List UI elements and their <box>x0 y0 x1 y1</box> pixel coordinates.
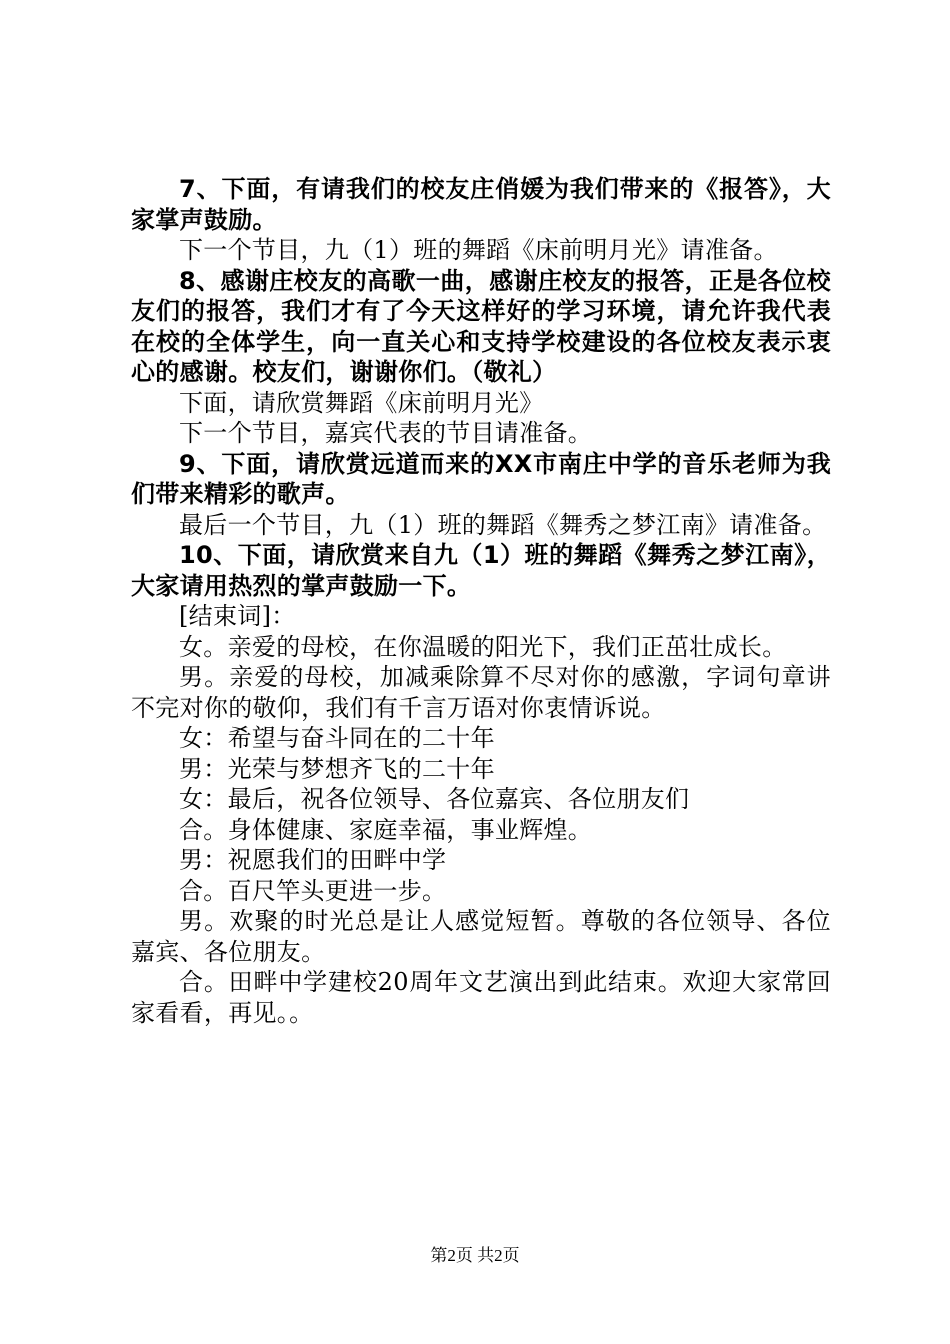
paragraph-closing-line: 男：祝愿我们的田畔中学 <box>179 846 447 874</box>
paragraph-guest-notice: 下一个节目，嘉宾代表的节目请准备。 <box>179 419 593 447</box>
paragraph-closing-line: 合。身体健康、家庭幸福，事业辉煌。 <box>179 815 593 844</box>
paragraph-last-program-notice: 最后一个节目，九（1）班的舞蹈《舞秀之梦江南》请准备。 <box>179 510 827 539</box>
paragraph-program-9: 9、下面，请欣赏远道而来的XX市南庄中学的音乐老师为我们带来精彩的歌声。 <box>131 449 831 508</box>
paragraph-program-8: 8、感谢庄校友的高歌一曲，感谢庄校友的报答，正是各位校友们的报答，我们才有了今天这样好的学习环境，请允许我代表在校的全体学生，向一直关心和支持学校建设的各位校友表示衷心的感谢。校友们，谢谢你们。（敬礼） <box>131 266 831 386</box>
page-number-footer: 第2页 共2页 <box>430 1246 520 1265</box>
paragraph-next-program-notice: 下一个节目，九（1）班的舞蹈《床前明月光》请准备。 <box>179 236 778 264</box>
paragraph-program-7: 7、下面，有请我们的校友庄俏媛为我们带来的《报答》，大家掌声鼓励。 <box>131 175 831 234</box>
paragraph-program-10: 10、下面，请欣赏来自九（1）班的舞蹈《舞秀之梦江南》，大家请用热烈的掌声鼓励一下。 <box>131 541 831 600</box>
paragraph-closing-line: 女：希望与奋斗同在的二十年 <box>179 724 495 752</box>
paragraph-closing-line: 女：最后，祝各位领导、各位嘉宾、各位朋友们 <box>179 785 690 813</box>
paragraph-closing-line: 男。亲爱的母校，加减乘除算不尽对你的感激，字词句章讲不完对你的敬仰，我们有千言万语对你衷情诉说。 <box>131 663 831 722</box>
paragraph-dance-intro: 下面，请欣赏舞蹈《床前明月光》 <box>179 388 544 417</box>
paragraph-closing-line: 男：光荣与梦想齐飞的二十年 <box>179 754 495 783</box>
paragraph-closing-heading: [结束词]： <box>179 602 296 630</box>
paragraph-closing-line: 女。亲爱的母校，在你温暖的阳光下，我们正茁壮成长。 <box>179 632 787 661</box>
paragraph-closing-line: 合。田畔中学建校20周年文艺演出到此结束。欢迎大家常回家看看，再见。。 <box>131 968 831 1027</box>
document-body <box>131 174 831 1028</box>
paragraph-closing-line: 男。欢聚的时光总是让人感觉短暂。尊敬的各位领导、各位嘉宾、各位朋友。 <box>131 907 831 966</box>
paragraph-closing-line: 合。百尺竿头更进一步。 <box>179 876 447 905</box>
